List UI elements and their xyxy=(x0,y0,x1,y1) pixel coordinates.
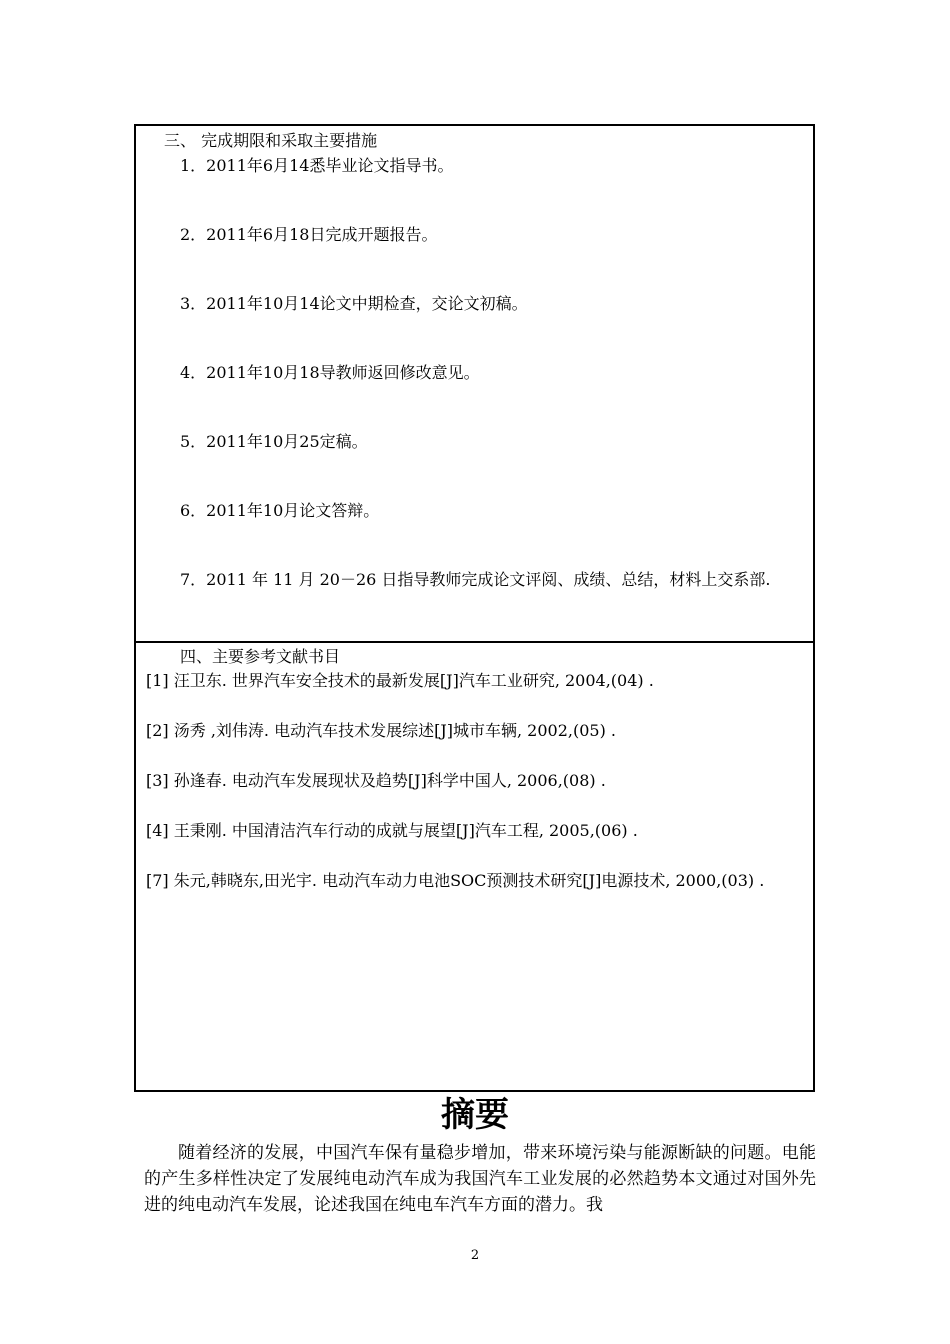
schedule-item: 6．2011年10月论文答辩。 xyxy=(180,501,380,520)
schedule-item: 3．2011年10月14论文中期检查，交论文初稿。 xyxy=(180,294,528,313)
schedule-item: 5．2011年10月25定稿。 xyxy=(180,432,368,451)
reference-item: [7] 朱元,韩晓东,田光宇. 电动汽车动力电池SOC预测技术研究[J]电源技术, 2000,(03) . xyxy=(146,871,765,890)
reference-item: [2] 汤秀 ,刘伟涛. 电动汽车技术发展综述[J]城市车辆, 2002,(05) . xyxy=(146,721,616,740)
schedule-item: 2．2011年6月18日完成开题报告。 xyxy=(180,225,438,244)
schedule-item: 1．2011年6月14悉毕业论文指导书。 xyxy=(180,156,454,175)
schedule-item: 4．2011年10月18导教师返回修改意见。 xyxy=(180,363,480,382)
reference-item: [3] 孙逢春. 电动汽车发展现状及趋势[J]科学中国人, 2006,(08) . xyxy=(146,771,606,790)
page-number: 2 xyxy=(470,1248,480,1263)
schedule-item: 7．2011 年 11 月 20－26 日指导教师完成论文评阅、成绩、总结，材料上交系部. xyxy=(180,570,771,589)
references-heading: 四、主要参考文献书目 xyxy=(180,647,341,666)
reference-item: [4] 王秉刚. 中国清洁汽车行动的成就与展望[J]汽车工程, 2005,(06) . xyxy=(146,821,638,840)
abstract-body: 随着经济的发展，中国汽车保有量稳步增加，带来环境污染与能源断缺的问题。电能的产生多样性决定了发展纯电动汽车成为我国汽车工业发展的必然趋势本文通过对国外先进的纯电动汽车发展，论述我国在纯电车汽车方面的潜力。我 xyxy=(144,1143,816,1215)
schedule-section xyxy=(134,124,815,643)
schedule-heading: 三、 完成期限和采取主要措施 xyxy=(164,131,378,150)
reference-item: [1] 汪卫东. 世界汽车安全技术的最新发展[J]汽车工业研究, 2004,(04) . xyxy=(146,671,654,690)
references-section xyxy=(134,641,815,1092)
abstract-title: 摘要 xyxy=(441,1095,509,1135)
